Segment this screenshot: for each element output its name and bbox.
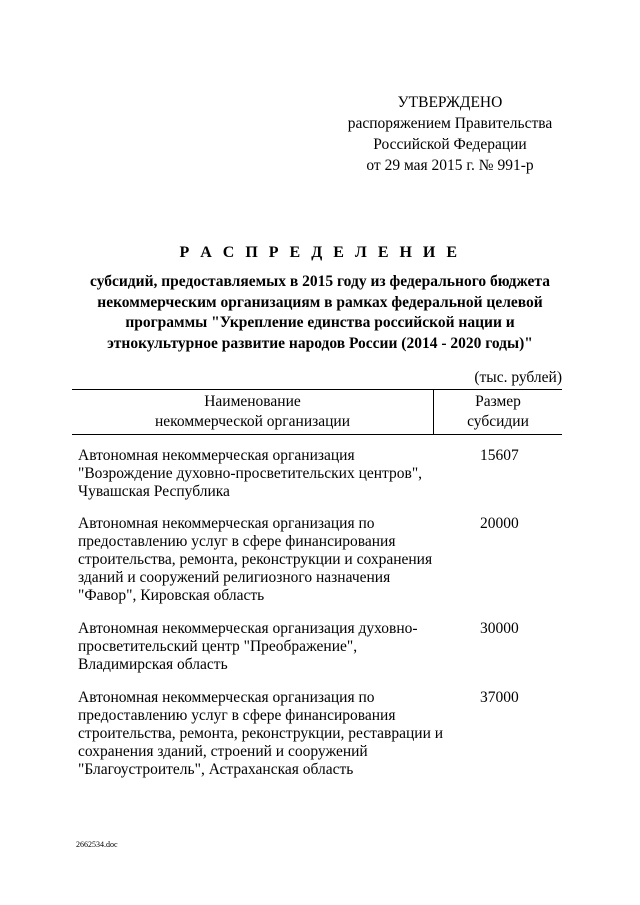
organization-name — [78, 689, 444, 779]
units-label: (тыс. рублей) — [474, 369, 562, 386]
approval-block — [330, 92, 570, 176]
file-identifier: 2662534.doc — [76, 840, 118, 849]
organization-name-line: Автономная некоммерческая организация духовно- — [78, 620, 418, 637]
organization-name-line: Чувашская Республика — [78, 483, 230, 500]
approval-line: Российской Федерации — [373, 136, 527, 153]
organization-name-line: строительства, ремонта, реконструкции, реставрации и — [78, 725, 444, 742]
table-header-bottom-rule — [72, 434, 562, 435]
approval-heading: УТВЕРЖДЕНО — [397, 94, 503, 111]
organization-name-line: предоставлению услуг в сфере финансирования — [78, 533, 396, 550]
document-title: Р А С П Р Е Д Е Л Е Н И Е — [179, 244, 461, 261]
subsidy-amount: 30000 — [480, 620, 519, 637]
organization-name-line: Автономная некоммерческая организация — [78, 447, 355, 464]
organization-name-line: "Фавор", Кировская область — [78, 587, 265, 604]
organization-name-line: сохранения зданий, строений и сооружений — [78, 743, 368, 760]
organization-name-line: "Благоустроитель", Астраханская область — [78, 761, 354, 778]
organization-name — [78, 447, 438, 501]
subtitle-line: этнокультурное развитие народов России (2014 - 2020 годы)" — [107, 334, 533, 352]
approval-line: распоряжением Правительства — [347, 115, 553, 132]
organization-name — [78, 515, 438, 605]
column-header-amount-line: Размер — [475, 393, 521, 410]
column-header-name-line: Наименование — [204, 393, 301, 410]
subsidy-amount: 20000 — [480, 515, 519, 532]
organization-name-line: предоставлению услуг в сфере финансирования — [78, 707, 396, 724]
column-header-amount — [434, 392, 562, 432]
approval-date-number: от 29 мая 2015 г. № 991-р — [366, 157, 534, 174]
organization-name-line: Автономная некоммерческая организация по — [78, 689, 375, 706]
column-header-name-line: некоммерческой организации — [154, 413, 351, 430]
column-header-name — [72, 392, 433, 432]
organization-name-line: Автономная некоммерческая организация по — [78, 515, 375, 532]
table-top-rule — [72, 389, 562, 390]
organization-name-line: Владимирская область — [78, 656, 228, 673]
organization-name — [78, 620, 438, 674]
subtitle-line: субсидий, предоставляемых в 2015 году из федерального бюджета — [90, 273, 550, 290]
subtitle-line: некоммерческим организациям в рамках федеральной целевой — [97, 293, 543, 311]
subsidy-amount: 15607 — [480, 447, 519, 464]
organization-name-line: просветительский центр "Преображение", — [78, 638, 358, 655]
organization-name-line: строительства, ремонта, реконструкции и сохранения — [78, 551, 433, 568]
column-header-amount-line: субсидии — [467, 413, 529, 430]
subsidy-amount: 37000 — [480, 689, 519, 706]
subtitle-line: программы "Укрепление единства российской нации и — [125, 314, 515, 331]
organization-name-line: зданий и сооружений религиозного назначения — [78, 569, 391, 586]
document-subtitle — [0, 272, 640, 354]
organization-name-line: "Возрождение духовно-просветительских центров", — [78, 465, 423, 482]
